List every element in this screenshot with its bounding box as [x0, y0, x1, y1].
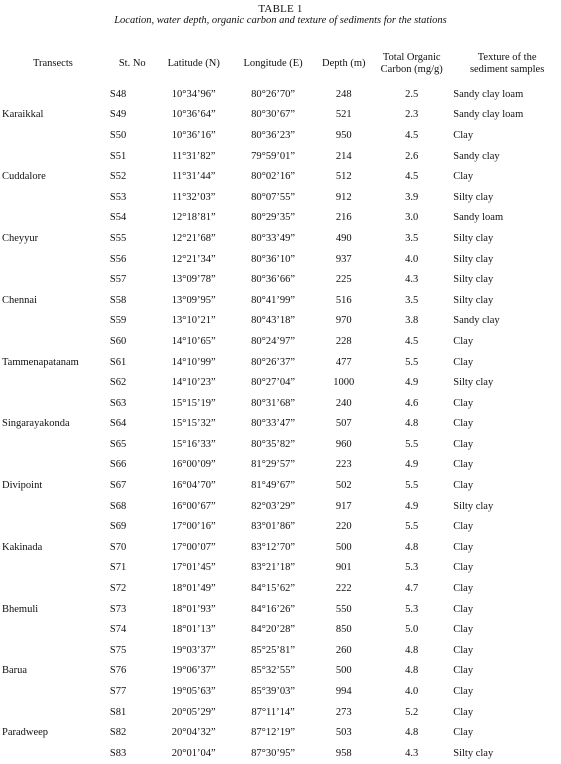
- latitude-cell: 17°00’16”: [171, 521, 216, 533]
- table-row: [2, 249, 561, 270]
- longitude-cell: 80°26’70”: [251, 88, 296, 100]
- depth-cell: 500: [335, 541, 352, 553]
- transect-cell: [2, 146, 110, 167]
- station-cell: S72: [109, 583, 127, 595]
- organic-carbon-cell: 5.0: [405, 624, 419, 636]
- texture-cell: Silty clay: [453, 294, 494, 306]
- depth-cell: 958: [335, 747, 352, 759]
- table-row: [2, 125, 561, 146]
- latitude-cell: 15°16’33”: [171, 438, 216, 450]
- transect-cell: Karaikkal: [2, 109, 44, 121]
- organic-carbon-cell: 2.5: [405, 88, 419, 100]
- transect-cell: [2, 681, 110, 702]
- texture-cell: Silty clay: [453, 232, 494, 244]
- transect-cell: Cuddalore: [2, 171, 46, 183]
- longitude-cell: 84°20’28”: [251, 624, 296, 636]
- longitude-cell: 80°07’55”: [251, 191, 296, 203]
- texture-cell: Sandy loam: [453, 212, 504, 224]
- transect-cell: [2, 311, 110, 332]
- latitude-cell: 19°06’37”: [171, 665, 216, 677]
- depth-cell: 222: [335, 583, 352, 595]
- station-cell: S55: [109, 232, 127, 244]
- organic-carbon-cell: 4.0: [405, 253, 419, 265]
- table-caption: Location, water depth, organic carbon and texture of sediments for the stations: [114, 15, 447, 26]
- table-row: [2, 269, 561, 290]
- latitude-cell: 10°34’96”: [171, 88, 216, 100]
- longitude-cell: 80°36’66”: [251, 274, 296, 286]
- longitude-cell: 83°01’86”: [251, 521, 296, 533]
- latitude-cell: 10°36’64”: [171, 109, 216, 121]
- transect-cell: [2, 269, 110, 290]
- depth-cell: 550: [335, 603, 352, 615]
- longitude-cell: 85°39’03”: [251, 686, 296, 698]
- organic-carbon-cell: 5.5: [405, 438, 419, 450]
- texture-cell: Clay: [453, 438, 474, 450]
- header-organic-carbon: [374, 44, 449, 84]
- transect-cell: Singarayakonda: [2, 418, 70, 430]
- organic-carbon-cell: 3.9: [405, 191, 419, 203]
- latitude-cell: 16°00’09”: [171, 459, 216, 471]
- transect-cell: [2, 434, 110, 455]
- depth-cell: 503: [335, 727, 352, 739]
- table-row: [2, 681, 561, 702]
- texture-cell: Clay: [453, 459, 474, 471]
- latitude-cell: 20°01’04”: [171, 747, 216, 759]
- latitude-cell: 19°05’63”: [171, 686, 216, 698]
- table-row: [2, 743, 561, 764]
- header-organic-carbon-line1: Total Organic: [382, 52, 441, 63]
- transect-cell: [2, 187, 110, 208]
- longitude-cell: 80°43’18”: [251, 315, 296, 327]
- table-row: [2, 640, 561, 661]
- latitude-cell: 18°01’93”: [171, 603, 216, 615]
- transect-cell: [2, 640, 110, 661]
- depth-cell: 507: [335, 418, 352, 430]
- longitude-cell: 87°12’19”: [251, 727, 296, 739]
- depth-cell: 490: [335, 232, 352, 244]
- texture-cell: Clay: [453, 541, 474, 553]
- station-cell: S48: [109, 88, 127, 100]
- depth-cell: 1000: [333, 377, 355, 389]
- organic-carbon-cell: 4.8: [405, 418, 419, 430]
- header-organic-carbon-line2: Carbon (mg/g): [380, 64, 443, 75]
- station-cell: S63: [109, 397, 127, 409]
- table-row: [2, 187, 561, 208]
- depth-cell: 260: [335, 644, 352, 656]
- organic-carbon-cell: 4.8: [405, 541, 419, 553]
- station-cell: S70: [109, 541, 127, 553]
- transect-cell: [2, 496, 110, 517]
- transect-cell: Tammenapatanam: [2, 356, 79, 368]
- table-row: [2, 331, 561, 352]
- texture-cell: Clay: [453, 665, 474, 677]
- header-transects: Transects: [32, 58, 73, 69]
- header-depth: Depth (m): [322, 58, 366, 69]
- organic-carbon-cell: 4.7: [405, 583, 419, 595]
- texture-cell: Sandy clay loam: [453, 88, 524, 100]
- station-cell: S58: [109, 294, 127, 306]
- organic-carbon-cell: 5.2: [405, 706, 419, 718]
- transect-cell: [2, 455, 110, 476]
- texture-cell: Clay: [453, 562, 474, 574]
- station-cell: S83: [109, 747, 127, 759]
- texture-cell: Clay: [453, 397, 474, 409]
- organic-carbon-cell: 4.9: [405, 377, 419, 389]
- latitude-cell: 18°01’49”: [171, 583, 216, 595]
- latitude-cell: 19°03’37”: [171, 644, 216, 656]
- texture-cell: Sandy clay: [453, 315, 500, 327]
- longitude-cell: 81°29’57”: [251, 459, 296, 471]
- organic-carbon-cell: 4.0: [405, 686, 419, 698]
- latitude-cell: 18°01’13”: [171, 624, 216, 636]
- organic-carbon-cell: 5.5: [405, 480, 419, 492]
- depth-cell: 223: [335, 459, 352, 471]
- station-cell: S67: [109, 480, 127, 492]
- longitude-cell: 87°11’14”: [251, 706, 295, 718]
- transect-cell: [2, 208, 110, 229]
- header-row: [2, 44, 561, 84]
- organic-carbon-cell: 3.5: [405, 294, 419, 306]
- texture-cell: Clay: [453, 727, 474, 739]
- organic-carbon-cell: 2.6: [405, 150, 419, 162]
- latitude-cell: 13°09’95”: [171, 294, 216, 306]
- transect-cell: [2, 84, 110, 105]
- latitude-cell: 13°10’21”: [171, 315, 216, 327]
- table-row: [2, 702, 561, 723]
- longitude-cell: 80°33’47”: [251, 418, 296, 430]
- texture-cell: Clay: [453, 686, 474, 698]
- texture-cell: Silty clay: [453, 500, 494, 512]
- organic-carbon-cell: 2.3: [405, 109, 419, 121]
- transect-cell: [2, 393, 110, 414]
- longitude-cell: 85°25’81”: [251, 644, 296, 656]
- texture-cell: Silty clay: [453, 191, 494, 203]
- organic-carbon-cell: 4.6: [405, 397, 419, 409]
- table-row: [2, 166, 561, 187]
- station-cell: S69: [109, 521, 127, 533]
- table-row: [2, 414, 561, 435]
- station-cell: S81: [109, 706, 127, 718]
- depth-cell: 901: [335, 562, 352, 574]
- texture-cell: Sandy clay: [453, 150, 500, 162]
- table-number: TABLE 1: [258, 3, 303, 15]
- texture-cell: Clay: [453, 521, 474, 533]
- texture-cell: Clay: [453, 480, 474, 492]
- station-cell: S57: [109, 274, 127, 286]
- station-cell: S75: [109, 644, 127, 656]
- latitude-cell: 12°18’81”: [171, 212, 216, 224]
- depth-cell: 850: [335, 624, 352, 636]
- station-cell: S77: [109, 686, 127, 698]
- texture-cell: Clay: [453, 418, 474, 430]
- organic-carbon-cell: 4.5: [405, 335, 419, 347]
- station-cell: S52: [109, 171, 127, 183]
- longitude-cell: 81°49’67”: [251, 480, 296, 492]
- transect-cell: Cheyyur: [2, 232, 39, 244]
- longitude-cell: 80°02’16”: [251, 171, 296, 183]
- texture-cell: Silty clay: [453, 274, 494, 286]
- transect-cell: Barua: [2, 665, 28, 677]
- latitude-cell: 15°15’32”: [171, 418, 216, 430]
- station-cell: S74: [109, 624, 127, 636]
- table-row: [2, 578, 561, 599]
- depth-cell: 516: [335, 294, 352, 306]
- latitude-cell: 11°32’03”: [171, 191, 216, 203]
- organic-carbon-cell: 4.5: [405, 129, 419, 141]
- table-row: [2, 516, 561, 537]
- table-row: [2, 722, 561, 743]
- table-row: [2, 311, 561, 332]
- latitude-cell: 10°36’16”: [171, 129, 216, 141]
- texture-cell: Clay: [453, 583, 474, 595]
- organic-carbon-cell: 3.0: [405, 212, 419, 224]
- depth-cell: 500: [335, 665, 352, 677]
- latitude-cell: 17°01’45”: [171, 562, 216, 574]
- transect-cell: Paradweep: [2, 727, 49, 739]
- table-row: [2, 475, 561, 496]
- texture-cell: Clay: [453, 603, 474, 615]
- table-row: [2, 599, 561, 620]
- station-cell: S60: [109, 335, 127, 347]
- table-row: [2, 352, 561, 373]
- station-cell: S49: [109, 109, 127, 121]
- longitude-cell: 84°15’62”: [251, 583, 296, 595]
- station-cell: S76: [109, 665, 127, 677]
- station-cell: S66: [109, 459, 127, 471]
- texture-cell: Clay: [453, 356, 474, 368]
- header-station: St. No: [118, 58, 146, 69]
- station-cell: S71: [109, 562, 127, 574]
- organic-carbon-cell: 5.3: [405, 562, 419, 574]
- transect-cell: [2, 125, 110, 146]
- table-row: [2, 496, 561, 517]
- header-texture: [449, 44, 561, 84]
- organic-carbon-cell: 4.9: [405, 500, 419, 512]
- depth-cell: 216: [335, 212, 352, 224]
- station-cell: S59: [109, 315, 127, 327]
- station-cell: S68: [109, 500, 127, 512]
- station-cell: S64: [109, 418, 127, 430]
- depth-cell: 502: [335, 480, 352, 492]
- latitude-cell: 16°00’67”: [171, 500, 216, 512]
- table-row: [2, 290, 561, 311]
- station-cell: S65: [109, 438, 127, 450]
- longitude-cell: 82°03’29”: [251, 500, 296, 512]
- latitude-cell: 15°15’19”: [171, 397, 216, 409]
- longitude-cell: 79°59’01”: [251, 150, 296, 162]
- transect-cell: [2, 702, 110, 723]
- station-cell: S54: [109, 212, 127, 224]
- organic-carbon-cell: 5.3: [405, 603, 419, 615]
- table-row: [2, 84, 561, 105]
- latitude-cell: 14°10’65”: [171, 335, 216, 347]
- longitude-cell: 80°26’37”: [251, 356, 296, 368]
- table-header: [2, 44, 561, 84]
- table-row: [2, 661, 561, 682]
- transect-cell: [2, 516, 110, 537]
- organic-carbon-cell: 4.3: [405, 274, 419, 286]
- table-row: [2, 393, 561, 414]
- transect-cell: Chennai: [2, 294, 37, 306]
- depth-cell: 512: [335, 171, 352, 183]
- texture-cell: Clay: [453, 706, 474, 718]
- depth-cell: 521: [335, 109, 352, 121]
- longitude-cell: 80°27’04”: [251, 377, 296, 389]
- texture-cell: Silty clay: [453, 747, 494, 759]
- longitude-cell: 83°21’18”: [251, 562, 296, 574]
- longitude-cell: 80°31’68”: [251, 397, 296, 409]
- table-row: [2, 208, 561, 229]
- transect-cell: Kakinada: [2, 541, 43, 553]
- depth-cell: 937: [335, 253, 352, 265]
- longitude-cell: 80°36’23”: [251, 129, 296, 141]
- longitude-cell: 80°36’10”: [251, 253, 296, 265]
- transect-cell: [2, 743, 110, 764]
- table-row: [2, 146, 561, 167]
- organic-carbon-cell: 4.5: [405, 171, 419, 183]
- depth-cell: 950: [335, 129, 352, 141]
- longitude-cell: 87°30’95”: [251, 747, 296, 759]
- depth-cell: 994: [335, 686, 352, 698]
- organic-carbon-cell: 3.8: [405, 315, 419, 327]
- transect-cell: [2, 578, 110, 599]
- depth-cell: 220: [335, 521, 352, 533]
- depth-cell: 273: [335, 706, 352, 718]
- texture-cell: Clay: [453, 335, 474, 347]
- table-row: [2, 619, 561, 640]
- texture-cell: Clay: [453, 624, 474, 636]
- organic-carbon-cell: 5.5: [405, 356, 419, 368]
- depth-cell: 225: [335, 274, 352, 286]
- organic-carbon-cell: 4.3: [405, 747, 419, 759]
- depth-cell: 477: [335, 356, 352, 368]
- transect-cell: [2, 558, 110, 579]
- table-body: [2, 84, 561, 764]
- transect-cell: [2, 331, 110, 352]
- latitude-cell: 12°21’68”: [171, 232, 216, 244]
- header-latitude: Latitude (N): [167, 58, 220, 69]
- depth-cell: 960: [335, 438, 352, 450]
- depth-cell: 912: [335, 191, 352, 203]
- table-row: [2, 105, 561, 126]
- depth-cell: 917: [335, 500, 352, 512]
- texture-cell: Silty clay: [453, 377, 494, 389]
- station-cell: S62: [109, 377, 127, 389]
- transect-cell: Bhemuli: [2, 603, 39, 615]
- longitude-cell: 84°16’26”: [251, 603, 296, 615]
- depth-cell: 970: [335, 315, 352, 327]
- longitude-cell: 80°24’97”: [251, 335, 296, 347]
- transect-cell: [2, 372, 110, 393]
- station-cell: S53: [109, 191, 127, 203]
- station-cell: S73: [109, 603, 127, 615]
- latitude-cell: 14°10’99”: [171, 356, 216, 368]
- texture-cell: Clay: [453, 129, 474, 141]
- header-longitude: Longitude (E): [243, 58, 303, 69]
- sediment-table: [2, 44, 561, 764]
- depth-cell: 214: [335, 150, 352, 162]
- station-cell: S61: [109, 356, 127, 368]
- texture-cell: Silty clay: [453, 253, 494, 265]
- latitude-cell: 11°31’82”: [171, 150, 216, 162]
- table-row: [2, 228, 561, 249]
- latitude-cell: 13°09’78”: [171, 274, 216, 286]
- table-row: [2, 434, 561, 455]
- texture-cell: Sandy clay loam: [453, 109, 524, 121]
- depth-cell: 240: [335, 397, 352, 409]
- table-row: [2, 372, 561, 393]
- station-cell: S56: [109, 253, 127, 265]
- organic-carbon-cell: 4.9: [405, 459, 419, 471]
- latitude-cell: 17°00’07”: [171, 541, 216, 553]
- longitude-cell: 80°30’67”: [251, 109, 296, 121]
- organic-carbon-cell: 3.5: [405, 232, 419, 244]
- station-cell: S51: [109, 150, 127, 162]
- latitude-cell: 20°04’32”: [171, 727, 216, 739]
- latitude-cell: 11°31’44”: [171, 171, 216, 183]
- organic-carbon-cell: 5.5: [405, 521, 419, 533]
- header-texture-line2: sediment samples: [469, 64, 545, 75]
- longitude-cell: 83°12’70”: [251, 541, 296, 553]
- latitude-cell: 20°05’29”: [171, 706, 216, 718]
- table-row: [2, 558, 561, 579]
- longitude-cell: 80°35’82”: [251, 438, 296, 450]
- texture-cell: Clay: [453, 171, 474, 183]
- texture-cell: Clay: [453, 644, 474, 656]
- longitude-cell: 80°33’49”: [251, 232, 296, 244]
- latitude-cell: 14°10’23”: [171, 377, 216, 389]
- table-row: [2, 455, 561, 476]
- header-texture-line1: Texture of the: [477, 52, 537, 63]
- longitude-cell: 80°41’99”: [251, 294, 296, 306]
- station-cell: S82: [109, 727, 127, 739]
- organic-carbon-cell: 4.8: [405, 727, 419, 739]
- transect-cell: Divipoint: [2, 480, 43, 492]
- depth-cell: 228: [335, 335, 352, 347]
- organic-carbon-cell: 4.8: [405, 665, 419, 677]
- longitude-cell: 80°29’35”: [251, 212, 296, 224]
- transect-cell: [2, 249, 110, 270]
- latitude-cell: 12°21’34”: [171, 253, 216, 265]
- depth-cell: 248: [335, 88, 352, 100]
- latitude-cell: 16°04’70”: [171, 480, 216, 492]
- organic-carbon-cell: 4.8: [405, 644, 419, 656]
- table-row: [2, 537, 561, 558]
- transect-cell: [2, 619, 110, 640]
- longitude-cell: 85°32’55”: [251, 665, 296, 677]
- station-cell: S50: [109, 129, 127, 141]
